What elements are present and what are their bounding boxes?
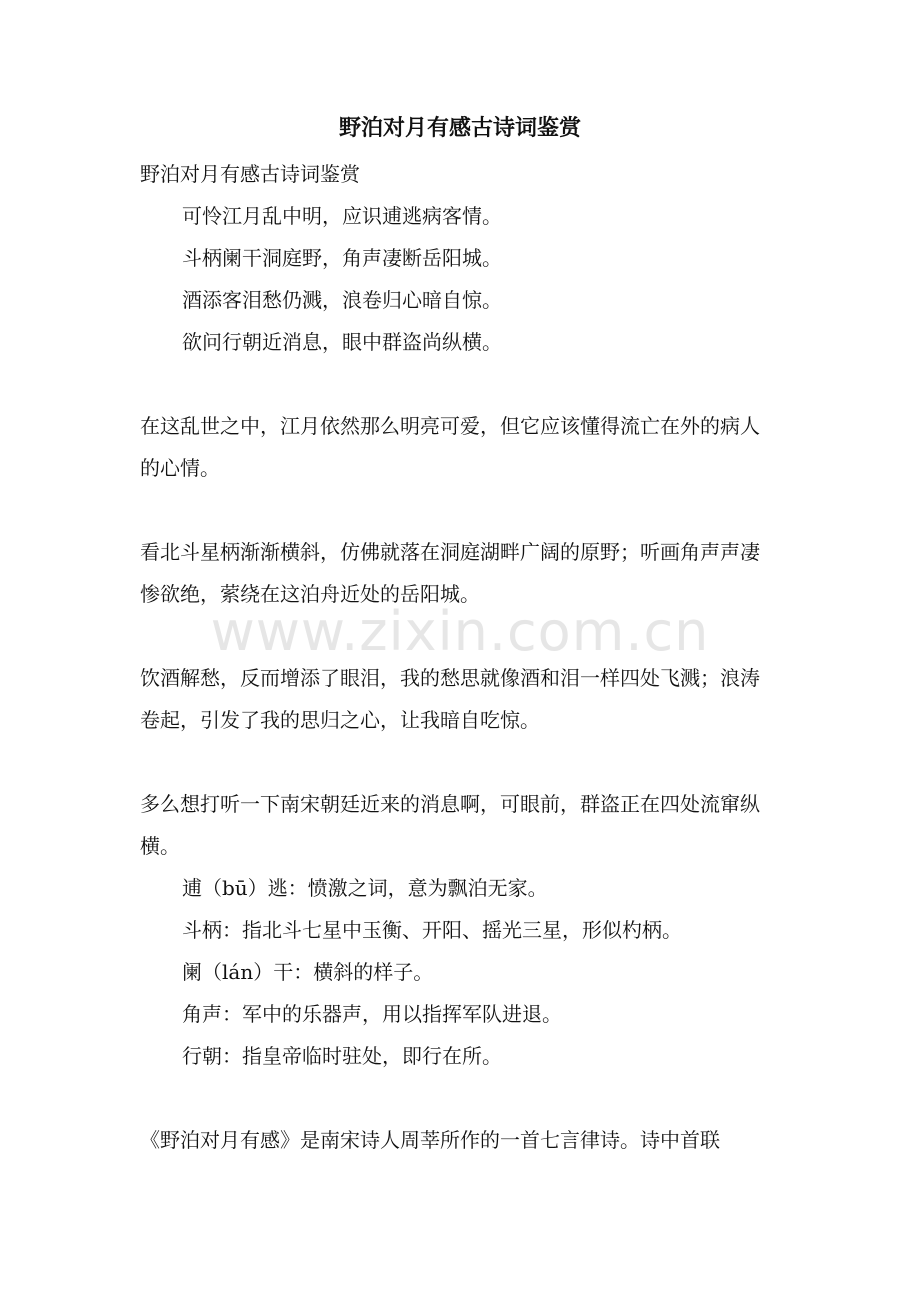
document-subtitle: 野泊对月有感古诗词鉴赏 <box>140 162 360 186</box>
note-5: 行朝：指皇帝临时驻处，即行在所。 <box>182 1044 502 1068</box>
note-1: 逋（bū）逃：愤激之词，意为飘泊无家。 <box>182 876 548 900</box>
closing-paragraph: 《野泊对月有感》是南宋诗人周莘所作的一首七言律诗。诗中首联 <box>140 1128 720 1152</box>
poem-line-2: 斗柄阑干洞庭野，角声凄断岳阳城。 <box>182 246 502 270</box>
translation-paragraph-3: 饮酒解愁，反而增添了眼泪，我的愁思就像酒和泪一样四处飞溅；浪涛卷起，引发了我的思归之心，让我暗自吃惊。 <box>140 666 760 732</box>
document-title: 野泊对月有感古诗词鉴赏 <box>338 115 581 141</box>
translation-paragraph-2: 看北斗星柄渐渐横斜，仿佛就落在洞庭湖畔广阔的原野；听画角声声凄惨欲绝，萦绕在这泊舟近处的岳阳城。 <box>140 540 760 606</box>
translation-paragraph-4: 多么想打听一下南宋朝廷近来的消息啊，可眼前，群盗正在四处流窜纵横。 <box>140 792 760 858</box>
note-2: 斗柄：指北斗七星中玉衡、开阳、摇光三星，形似杓柄。 <box>182 918 682 942</box>
watermark: www.zixin.com.cn <box>210 600 710 663</box>
note-3: 阑（lán）干：横斜的样子。 <box>182 960 434 984</box>
poem-line-4: 欲问行朝近消息，眼中群盗尚纵横。 <box>182 330 502 354</box>
poem-line-1: 可怜江月乱中明，应识逋逃病客情。 <box>182 204 502 228</box>
translation-paragraph-1: 在这乱世之中，江月依然那么明亮可爱，但它应该懂得流亡在外的病人的心情。 <box>140 414 760 480</box>
note-4: 角声：军中的乐器声，用以指挥军队进退。 <box>182 1002 562 1026</box>
poem-line-3: 酒添客泪愁仍溅，浪卷归心暗自惊。 <box>182 288 502 312</box>
